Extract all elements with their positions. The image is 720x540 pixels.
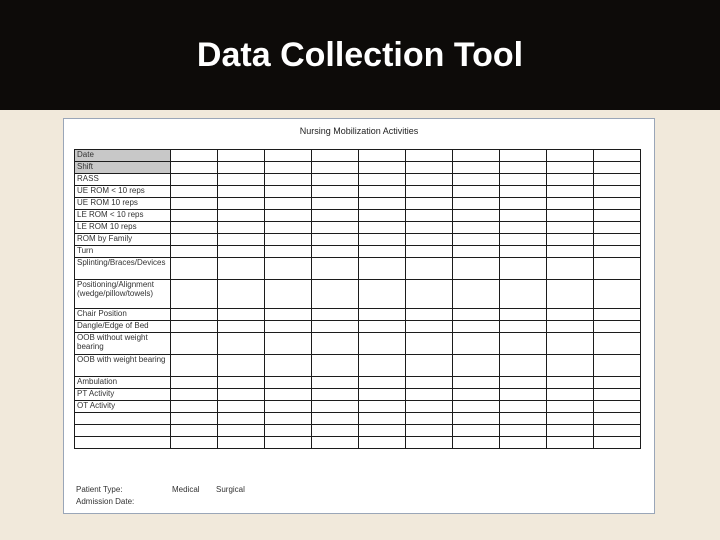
entry-cell[interactable] (218, 413, 265, 425)
row-label: Ambulation (75, 377, 171, 389)
entry-cell[interactable] (500, 355, 547, 377)
entry-cell[interactable] (312, 355, 359, 377)
entry-cell[interactable] (265, 425, 312, 437)
entry-cell[interactable] (406, 198, 453, 210)
entry-cell[interactable] (406, 162, 453, 174)
entry-cell[interactable] (594, 258, 641, 280)
entry-cell[interactable] (171, 280, 218, 309)
entry-cell[interactable] (453, 174, 500, 186)
entry-cell[interactable] (594, 150, 641, 162)
entry-cell[interactable] (453, 222, 500, 234)
entry-cell[interactable] (547, 389, 594, 401)
entry-cell[interactable] (218, 246, 265, 258)
table-row (75, 234, 641, 246)
entry-cell[interactable] (218, 162, 265, 174)
entry-cell[interactable] (359, 333, 406, 355)
entry-cell[interactable] (406, 389, 453, 401)
entry-cell[interactable] (547, 162, 594, 174)
entry-cell[interactable] (218, 210, 265, 222)
entry-cell[interactable] (171, 309, 218, 321)
entry-cell[interactable] (594, 198, 641, 210)
entry-cell[interactable] (500, 246, 547, 258)
entry-cell[interactable] (594, 321, 641, 333)
entry-cell[interactable] (453, 150, 500, 162)
entry-cell[interactable] (406, 258, 453, 280)
entry-cell[interactable] (453, 198, 500, 210)
table-row (75, 321, 641, 333)
entry-cell[interactable] (171, 246, 218, 258)
entry-cell[interactable] (453, 234, 500, 246)
table-row (75, 162, 641, 174)
entry-cell[interactable] (359, 210, 406, 222)
entry-cell[interactable] (265, 437, 312, 449)
entry-cell[interactable] (453, 186, 500, 198)
entry-cell[interactable] (218, 198, 265, 210)
entry-cell[interactable] (500, 174, 547, 186)
entry-cell[interactable] (453, 246, 500, 258)
entry-cell[interactable] (171, 321, 218, 333)
entry-cell[interactable] (265, 401, 312, 413)
entry-cell[interactable] (171, 258, 218, 280)
row-label: UE ROM 10 reps (75, 198, 171, 210)
entry-cell[interactable] (218, 309, 265, 321)
entry-cell[interactable] (359, 234, 406, 246)
admission-date-line (76, 497, 134, 506)
entry-cell[interactable] (500, 401, 547, 413)
entry-cell[interactable] (171, 401, 218, 413)
entry-cell[interactable] (500, 222, 547, 234)
entry-cell[interactable] (359, 258, 406, 280)
table-row (75, 333, 641, 355)
entry-cell[interactable] (547, 413, 594, 425)
entry-cell[interactable] (453, 309, 500, 321)
activity-grid (74, 149, 641, 449)
entry-cell[interactable] (453, 389, 500, 401)
table-row (75, 222, 641, 234)
entry-cell[interactable] (171, 333, 218, 355)
entry-cell[interactable] (171, 377, 218, 389)
entry-cell[interactable] (500, 280, 547, 309)
entry-cell[interactable] (500, 437, 547, 449)
entry-cell[interactable] (312, 210, 359, 222)
entry-cell[interactable] (265, 389, 312, 401)
entry-cell[interactable] (312, 333, 359, 355)
entry-cell[interactable] (265, 246, 312, 258)
entry-cell[interactable] (547, 174, 594, 186)
table-row (75, 437, 641, 449)
entry-cell[interactable] (453, 162, 500, 174)
entry-cell[interactable] (359, 413, 406, 425)
entry-cell[interactable] (406, 246, 453, 258)
entry-cell[interactable] (406, 280, 453, 309)
entry-cell[interactable] (359, 280, 406, 309)
entry-cell[interactable] (500, 413, 547, 425)
table-row (75, 309, 641, 321)
table-row (75, 425, 641, 437)
entry-cell[interactable] (218, 258, 265, 280)
entry-cell[interactable] (218, 333, 265, 355)
entry-cell[interactable] (594, 222, 641, 234)
entry-cell[interactable] (500, 258, 547, 280)
entry-cell[interactable] (312, 198, 359, 210)
entry-cell[interactable] (265, 162, 312, 174)
entry-cell[interactable] (547, 321, 594, 333)
entry-cell[interactable] (218, 389, 265, 401)
table-row (75, 280, 641, 309)
entry-cell[interactable] (500, 333, 547, 355)
entry-cell[interactable] (547, 425, 594, 437)
entry-cell[interactable] (406, 222, 453, 234)
entry-cell[interactable] (265, 280, 312, 309)
entry-cell[interactable] (500, 186, 547, 198)
entry-cell[interactable] (265, 333, 312, 355)
entry-cell[interactable] (171, 186, 218, 198)
entry-cell[interactable] (406, 210, 453, 222)
entry-cell[interactable] (171, 162, 218, 174)
entry-cell[interactable] (547, 186, 594, 198)
entry-cell[interactable] (265, 150, 312, 162)
entry-cell[interactable] (594, 437, 641, 449)
entry-cell[interactable] (218, 186, 265, 198)
entry-cell[interactable] (265, 355, 312, 377)
entry-cell[interactable] (594, 309, 641, 321)
row-label (75, 413, 171, 425)
entry-cell[interactable] (218, 425, 265, 437)
entry-cell[interactable] (171, 355, 218, 377)
row-label (75, 437, 171, 449)
table-row (75, 413, 641, 425)
entry-cell[interactable] (359, 309, 406, 321)
row-label: RASS (75, 174, 171, 186)
entry-cell[interactable] (171, 222, 218, 234)
entry-cell[interactable] (406, 150, 453, 162)
entry-cell[interactable] (547, 198, 594, 210)
entry-cell[interactable] (171, 389, 218, 401)
entry-cell[interactable] (171, 174, 218, 186)
entry-cell[interactable] (406, 234, 453, 246)
entry-cell[interactable] (171, 234, 218, 246)
table-row (75, 174, 641, 186)
row-label: LE ROM 10 reps (75, 222, 171, 234)
entry-cell[interactable] (594, 413, 641, 425)
entry-cell[interactable] (547, 377, 594, 389)
table-row (75, 210, 641, 222)
table-row (75, 401, 641, 413)
patient-type-line (76, 485, 245, 494)
entry-cell[interactable] (359, 437, 406, 449)
row-label: OT Activity (75, 401, 171, 413)
table-row (75, 186, 641, 198)
entry-cell[interactable] (312, 150, 359, 162)
option-medical: Medical (172, 485, 200, 494)
entry-cell[interactable] (312, 425, 359, 437)
row-label: Turn (75, 246, 171, 258)
entry-cell[interactable] (500, 150, 547, 162)
entry-cell[interactable] (594, 333, 641, 355)
row-label: UE ROM < 10 reps (75, 186, 171, 198)
entry-cell[interactable] (594, 186, 641, 198)
entry-cell[interactable] (453, 377, 500, 389)
entry-cell[interactable] (312, 321, 359, 333)
table-row (75, 377, 641, 389)
entry-cell[interactable] (171, 198, 218, 210)
entry-cell[interactable] (547, 258, 594, 280)
entry-cell[interactable] (312, 186, 359, 198)
entry-cell[interactable] (594, 425, 641, 437)
form-title: Nursing Mobilization Activities (299, 126, 419, 136)
entry-cell[interactable] (312, 258, 359, 280)
entry-cell[interactable] (265, 210, 312, 222)
patient-type-label: Patient Type: (76, 485, 123, 494)
entry-cell[interactable] (359, 377, 406, 389)
entry-cell[interactable] (547, 150, 594, 162)
entry-cell[interactable] (359, 222, 406, 234)
entry-cell[interactable] (594, 210, 641, 222)
entry-cell[interactable] (500, 425, 547, 437)
entry-cell[interactable] (312, 309, 359, 321)
entry-cell[interactable] (594, 234, 641, 246)
entry-cell[interactable] (359, 186, 406, 198)
entry-cell[interactable] (406, 401, 453, 413)
entry-cell[interactable] (218, 280, 265, 309)
row-label: LE ROM < 10 reps (75, 210, 171, 222)
row-label: PT Activity (75, 389, 171, 401)
entry-cell[interactable] (359, 389, 406, 401)
entry-cell[interactable] (312, 246, 359, 258)
entry-cell[interactable] (500, 377, 547, 389)
entry-cell[interactable] (406, 425, 453, 437)
entry-cell[interactable] (171, 437, 218, 449)
entry-cell[interactable] (594, 401, 641, 413)
entry-cell[interactable] (359, 150, 406, 162)
entry-cell[interactable] (312, 389, 359, 401)
entry-cell[interactable] (312, 437, 359, 449)
table-row (75, 389, 641, 401)
row-label: Date (75, 150, 171, 162)
entry-cell[interactable] (218, 321, 265, 333)
entry-cell[interactable] (547, 210, 594, 222)
entry-cell[interactable] (453, 258, 500, 280)
table-row (75, 246, 641, 258)
entry-cell[interactable] (406, 437, 453, 449)
entry-cell[interactable] (171, 425, 218, 437)
entry-cell[interactable] (359, 198, 406, 210)
entry-cell[interactable] (265, 198, 312, 210)
entry-cell[interactable] (406, 333, 453, 355)
entry-cell[interactable] (500, 321, 547, 333)
table-row (75, 258, 641, 280)
entry-cell[interactable] (453, 355, 500, 377)
entry-cell[interactable] (359, 174, 406, 186)
row-label: Dangle/Edge of Bed (75, 321, 171, 333)
entry-cell[interactable] (547, 355, 594, 377)
row-label: Shift (75, 162, 171, 174)
entry-cell[interactable] (594, 280, 641, 309)
entry-cell[interactable] (265, 234, 312, 246)
entry-cell[interactable] (500, 162, 547, 174)
entry-cell[interactable] (453, 333, 500, 355)
entry-cell[interactable] (547, 280, 594, 309)
entry-cell[interactable] (500, 309, 547, 321)
entry-cell[interactable] (265, 258, 312, 280)
row-label: ROM by Family (75, 234, 171, 246)
entry-cell[interactable] (312, 174, 359, 186)
entry-cell[interactable] (500, 210, 547, 222)
entry-cell[interactable] (359, 162, 406, 174)
entry-cell[interactable] (594, 389, 641, 401)
entry-cell[interactable] (594, 246, 641, 258)
table-row (75, 198, 641, 210)
entry-cell[interactable] (171, 210, 218, 222)
row-label: OOB with weight bearing (75, 355, 171, 377)
entry-cell[interactable] (265, 222, 312, 234)
row-label: OOB without weight bearing (75, 333, 171, 355)
entry-cell[interactable] (218, 222, 265, 234)
slide-title: Data Collection Tool (196, 36, 524, 74)
entry-cell[interactable] (594, 355, 641, 377)
entry-cell[interactable] (500, 389, 547, 401)
entry-cell[interactable] (312, 413, 359, 425)
entry-cell[interactable] (265, 377, 312, 389)
entry-cell[interactable] (547, 309, 594, 321)
entry-cell[interactable] (265, 174, 312, 186)
entry-cell[interactable] (218, 437, 265, 449)
entry-cell[interactable] (547, 333, 594, 355)
table-row (75, 355, 641, 377)
entry-cell[interactable] (265, 309, 312, 321)
option-surgical: Surgical (216, 485, 245, 494)
entry-cell[interactable] (359, 246, 406, 258)
row-label: Chair Position (75, 309, 171, 321)
entry-cell[interactable] (406, 186, 453, 198)
entry-cell[interactable] (312, 401, 359, 413)
entry-cell[interactable] (547, 246, 594, 258)
entry-cell[interactable] (547, 401, 594, 413)
entry-cell[interactable] (218, 377, 265, 389)
entry-cell[interactable] (547, 437, 594, 449)
entry-cell[interactable] (547, 222, 594, 234)
entry-cell[interactable] (359, 321, 406, 333)
entry-cell[interactable] (218, 174, 265, 186)
entry-cell[interactable] (265, 321, 312, 333)
entry-cell[interactable] (359, 401, 406, 413)
entry-cell[interactable] (453, 413, 500, 425)
entry-cell[interactable] (500, 234, 547, 246)
entry-cell[interactable] (359, 425, 406, 437)
entry-cell[interactable] (406, 355, 453, 377)
entry-cell[interactable] (594, 377, 641, 389)
entry-cell[interactable] (453, 425, 500, 437)
entry-cell[interactable] (265, 413, 312, 425)
entry-cell[interactable] (453, 437, 500, 449)
entry-cell[interactable] (406, 413, 453, 425)
entry-cell[interactable] (594, 174, 641, 186)
entry-cell[interactable] (547, 234, 594, 246)
entry-cell[interactable] (312, 280, 359, 309)
table-row (75, 150, 641, 162)
entry-cell[interactable] (500, 198, 547, 210)
entry-cell[interactable] (312, 377, 359, 389)
row-label: Positioning/Alignment (wedge/pillow/towels) (75, 280, 171, 309)
entry-cell[interactable] (218, 234, 265, 246)
admission-date-label: Admission Date: (76, 497, 135, 506)
entry-cell[interactable] (406, 377, 453, 389)
entry-cell[interactable] (406, 174, 453, 186)
row-label (75, 425, 171, 437)
entry-cell[interactable] (453, 401, 500, 413)
entry-cell[interactable] (359, 355, 406, 377)
entry-cell[interactable] (312, 162, 359, 174)
entry-cell[interactable] (218, 150, 265, 162)
entry-cell[interactable] (406, 309, 453, 321)
entry-cell[interactable] (594, 162, 641, 174)
row-label: Splinting/Braces/Devices (75, 258, 171, 280)
entry-cell[interactable] (453, 321, 500, 333)
entry-cell[interactable] (218, 401, 265, 413)
entry-cell[interactable] (171, 150, 218, 162)
entry-cell[interactable] (265, 186, 312, 198)
entry-cell[interactable] (312, 234, 359, 246)
entry-cell[interactable] (171, 413, 218, 425)
form-sheet (63, 118, 655, 514)
entry-cell[interactable] (312, 222, 359, 234)
entry-cell[interactable] (406, 321, 453, 333)
entry-cell[interactable] (218, 355, 265, 377)
entry-cell[interactable] (453, 280, 500, 309)
entry-cell[interactable] (453, 210, 500, 222)
